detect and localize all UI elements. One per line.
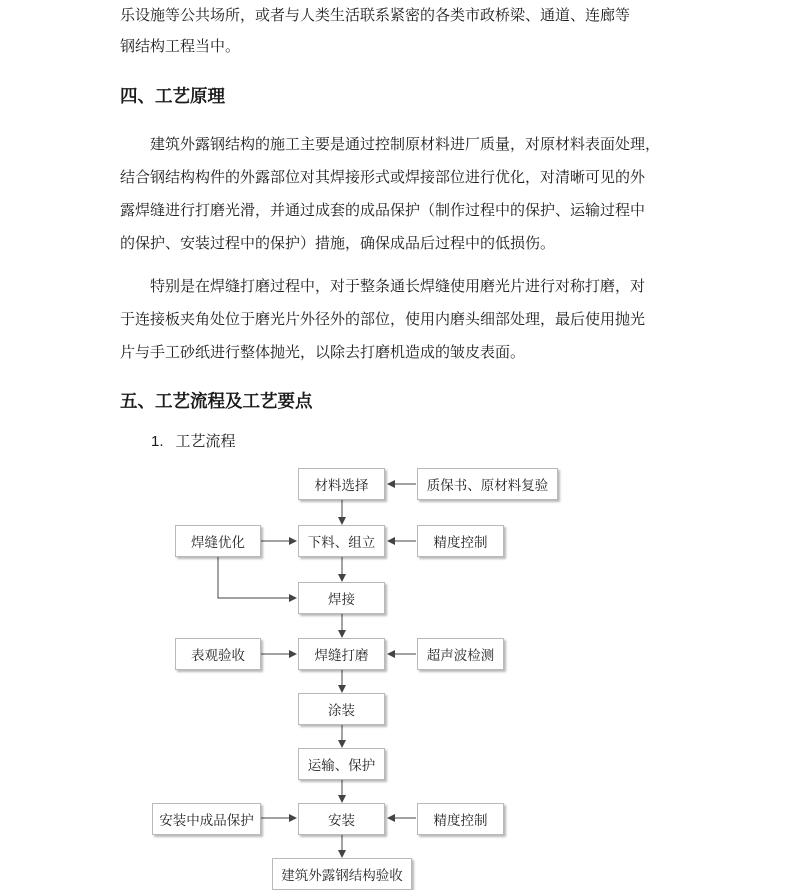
flow-input-weld-optimization: 焊缝优化 [175, 525, 261, 557]
flow-input-quality-certificate: 质保书、原材料复验 [417, 468, 558, 500]
s4-para2-line-3: 片与手工砂纸进行整体抛光，以除去打磨机造成的皱皮表面。 [120, 343, 526, 361]
subsection-number: 1. [151, 433, 164, 450]
flow-step-transport-protection: 运输、保护 [298, 748, 385, 780]
s4-para2-line-2: 于连接板夹角处位于磨光片外径外的部位，使用内磨头细部处理，最后使用抛光 [120, 310, 646, 328]
flow-input-precision-control-1: 精度控制 [417, 525, 504, 557]
flow-step-acceptance: 建筑外露钢结构验收 [272, 858, 412, 890]
flow-step-weld-grinding: 焊缝打磨 [298, 638, 385, 670]
s4-para1-line-1: 建筑外露钢结构的施工主要是通过控制原材料进厂质量，对原材料表面处理， [150, 135, 661, 153]
flow-input-precision-control-2: 精度控制 [417, 803, 504, 835]
s4-para1-line-4: 的保护、安装过程中的保护）措施，确保成品后过程中的低损伤。 [120, 234, 556, 252]
subsection-title: 工艺流程 [175, 432, 236, 450]
section-5-heading: 五、工艺流程及工艺要点 [120, 392, 313, 412]
section-4-heading: 四、工艺原理 [120, 87, 225, 107]
flow-input-appearance-acceptance: 表观验收 [175, 638, 261, 670]
intro-line-1: 乐设施等公共场所，或者与人类生活联系紧密的各类市政桥梁、通道、连廊等 [120, 6, 631, 24]
s4-para1-line-2: 结合钢结构构件的外露部位对其焊接形式或焊接部位进行优化，对清晰可见的外 [120, 168, 646, 186]
s4-para2-line-1: 特别是在焊缝打磨过程中，对于整条通长焊缝使用磨光片进行对称打磨，对 [150, 277, 646, 295]
flow-step-coating: 涂装 [298, 693, 385, 725]
intro-line-2: 钢结构工程当中。 [120, 37, 241, 55]
s4-para1-line-3: 露焊缝进行打磨光滑，并通过成套的成品保护（制作过程中的保护、运输过程中 [120, 201, 646, 219]
flow-input-ultrasonic-testing: 超声波检测 [417, 638, 504, 670]
flow-step-installation: 安装 [298, 803, 385, 835]
flow-step-welding: 焊接 [298, 582, 385, 614]
flow-step-cutting-assembly: 下料、组立 [298, 525, 385, 557]
flow-step-material-selection: 材料选择 [298, 468, 385, 500]
flow-input-installation-protection: 安装中成品保护 [152, 803, 261, 835]
